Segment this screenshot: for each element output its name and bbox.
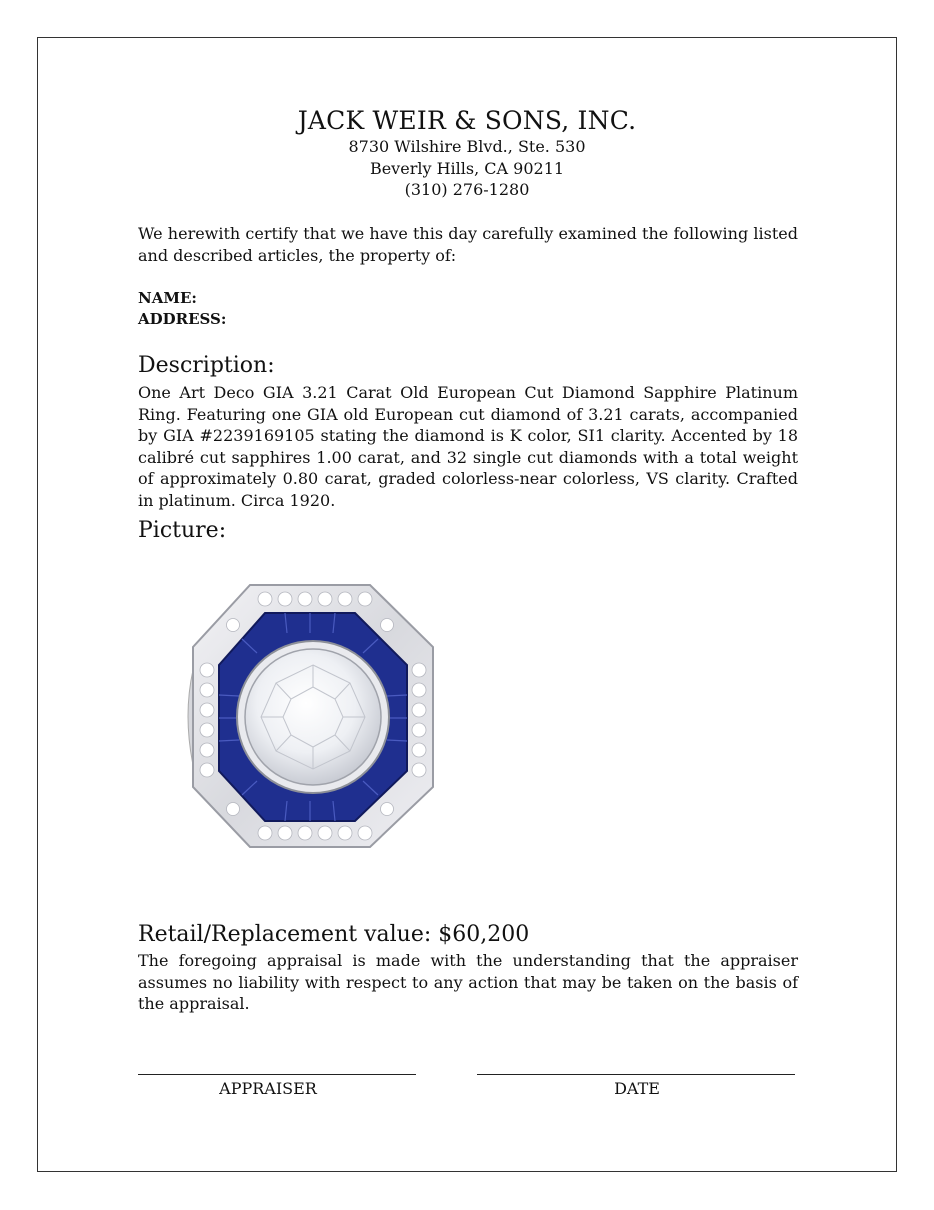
address-label: ADDRESS: [138,310,227,328]
company-name: JACK WEIR & SONS, INC. [297,106,637,135]
certification-intro: We herewith certify that we have this day carefully examined the following listed and described articles, the property of: [138,224,798,265]
appraiser-signature-line [138,1074,416,1075]
company-phone: (310) 276-1280 [404,180,530,199]
name-label: NAME: [138,289,197,307]
company-street: 8730 Wilshire Blvd., Ste. 530 [348,137,586,156]
picture-heading: Picture: [138,518,227,543]
ring-image [175,575,445,860]
description-text: One Art Deco GIA 3.21 Carat Old European Cut Diamond Sapphire Platinum Ring. Featuring one GIA old European cut diamond of 3.21 carats, accompanied by GIA #2239169105 stating the diamond is K color, SI1 clarity. Accented by 18 calibré cut sapphires 1.00 carat, and 32 single cut diamonds with a total weight of approximately 0.80 carat, graded colorless-near colorless, VS clarity. Crafted in platinum. Circa 1920. [138,383,798,510]
disclaimer-text: The foregoing appraisal is made with the understanding that the appraiser assumes no liability with respect to any action that may be taken on the basis of the appraisal. [138,951,798,1013]
company-city: Beverly Hills, CA 90211 [369,159,565,178]
date-label: DATE [614,1079,660,1098]
description-heading: Description: [138,353,275,378]
date-signature-line [477,1074,795,1075]
replacement-value: Retail/Replacement value: $60,200 [138,922,530,947]
appraiser-label: APPRAISER [219,1079,317,1098]
